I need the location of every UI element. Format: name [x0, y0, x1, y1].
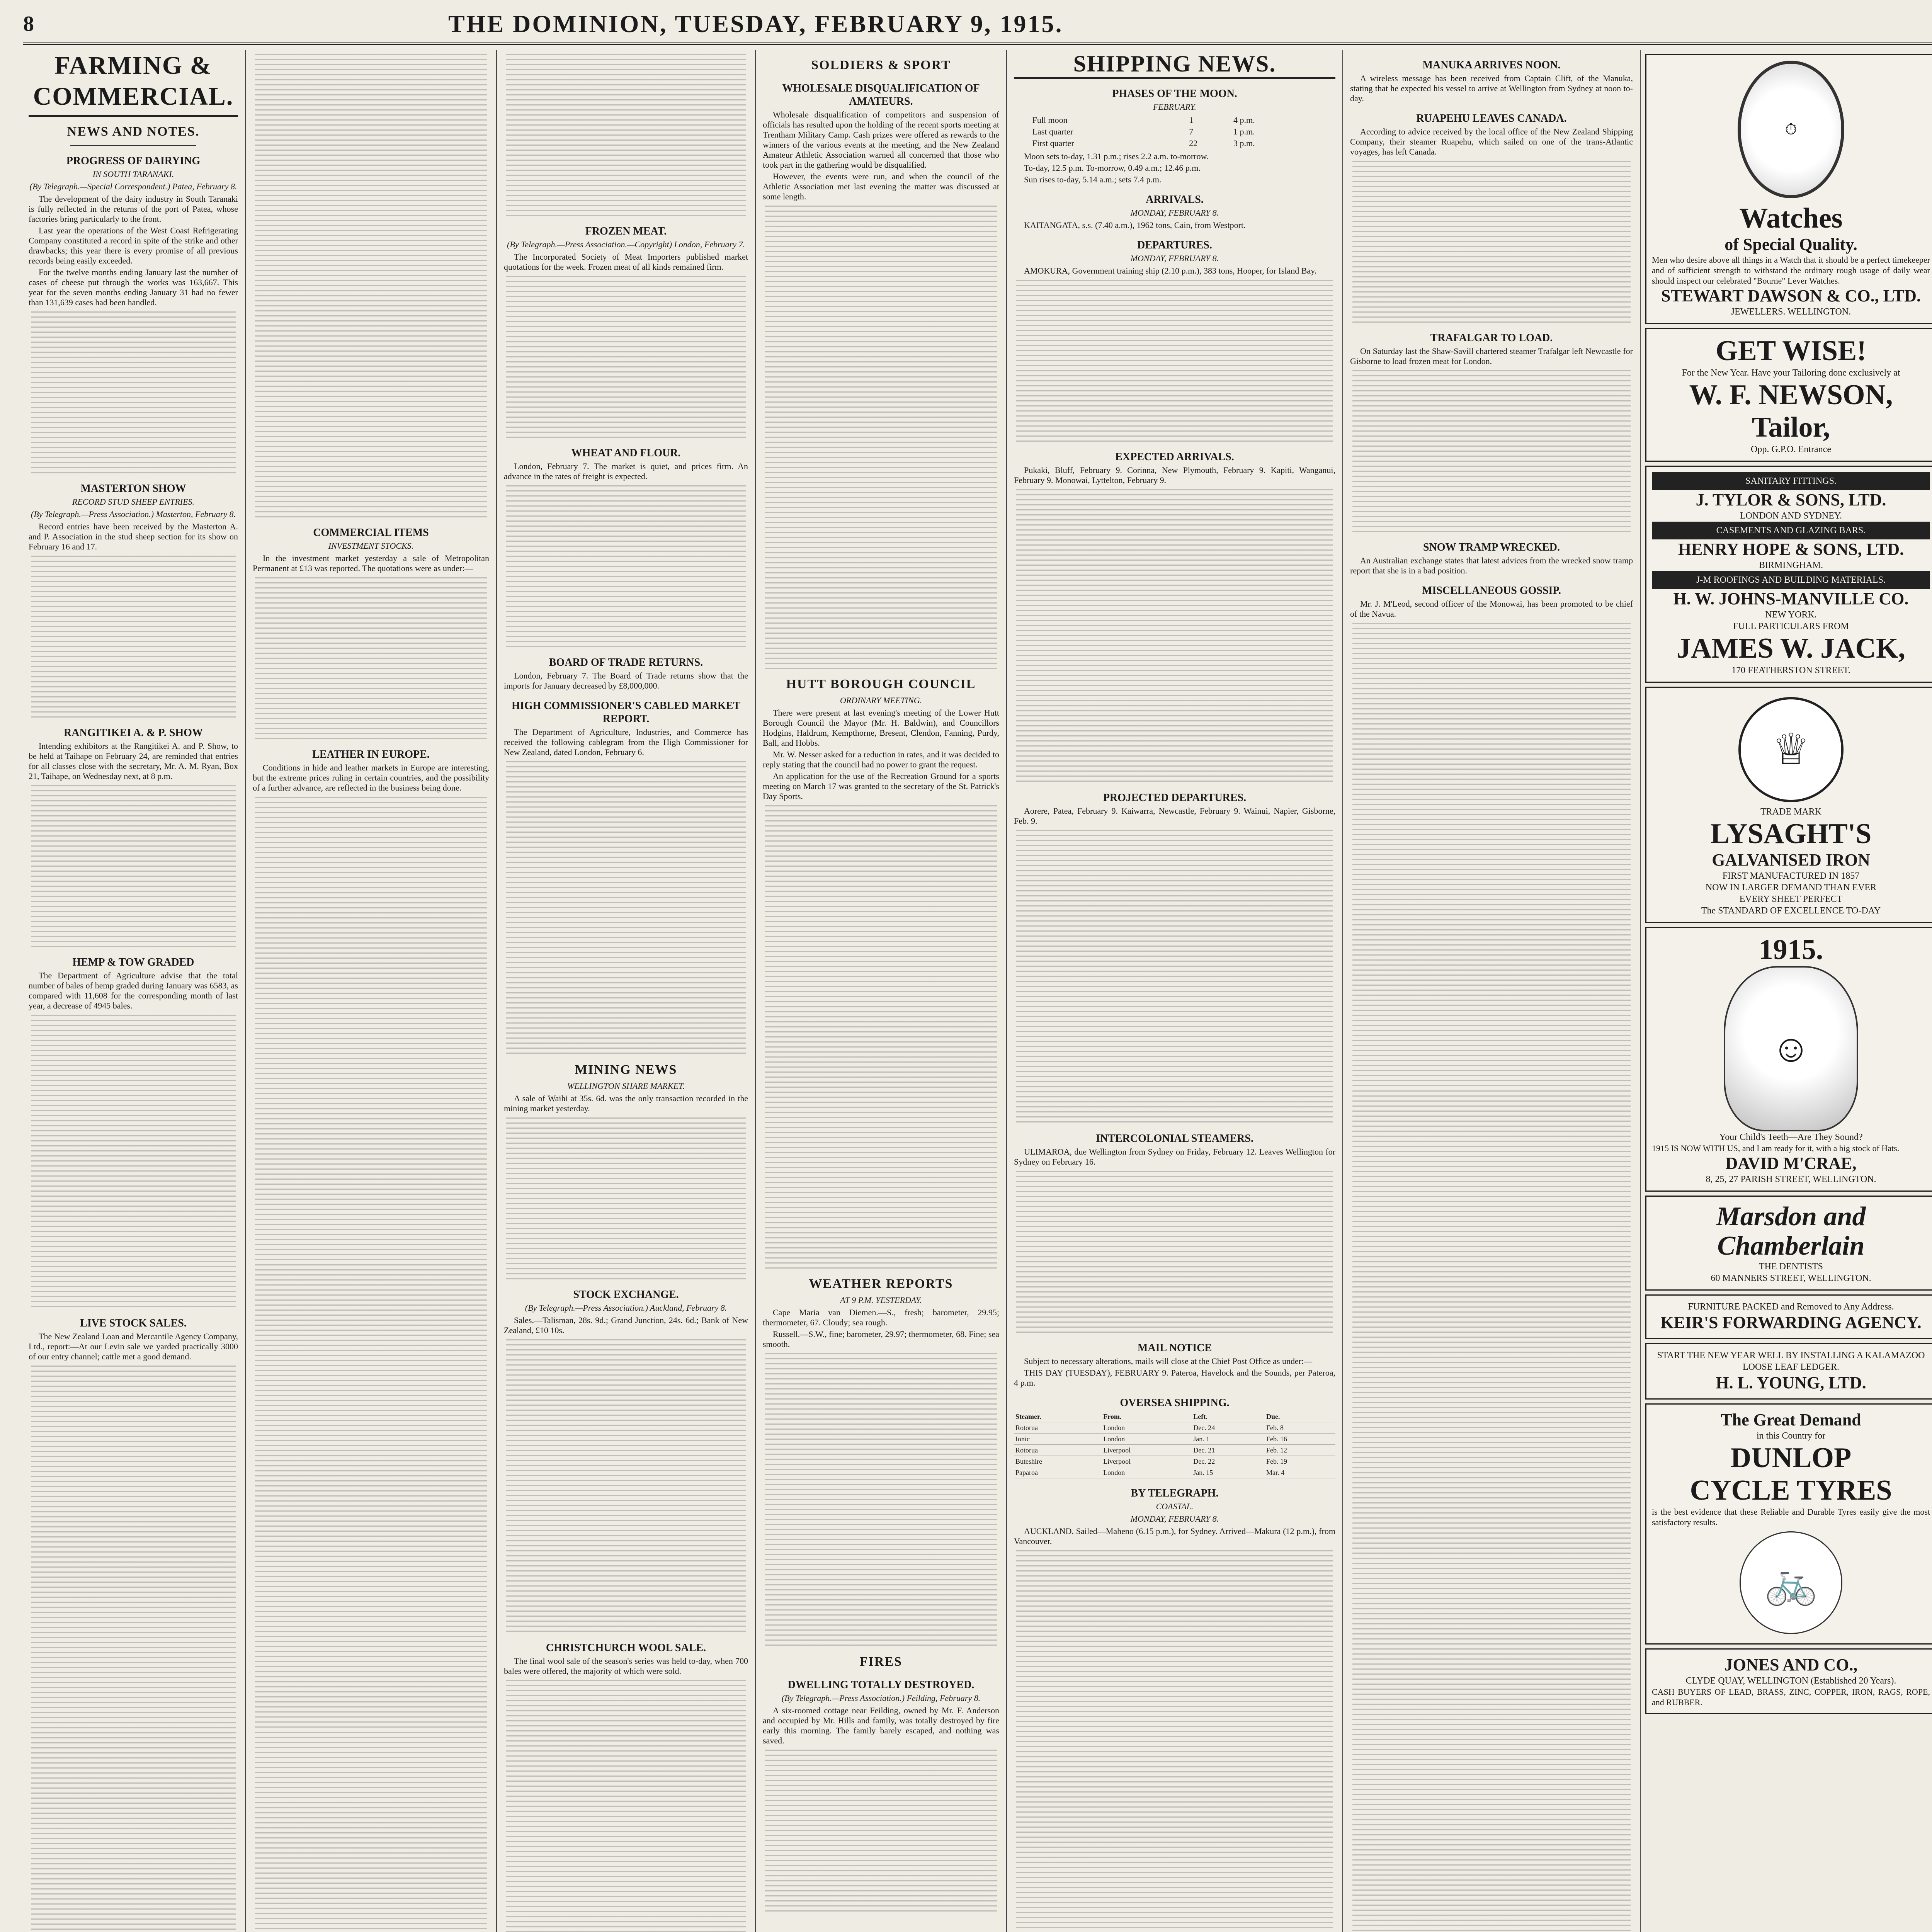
ruapehu-heading: RUAPEHU LEAVES CANADA. — [1416, 112, 1567, 124]
particulars-text: FULL PARTICULARS FROM — [1733, 621, 1849, 631]
watches-subtitle: of Special Quality. — [1725, 235, 1857, 254]
farming-column-2 — [247, 50, 495, 1932]
article-text-block — [31, 556, 236, 718]
departures-entry: AMOKURA, Government training ship (2.10 p.m.), 383 tons, Hooper, for Island Bay. — [1024, 266, 1317, 276]
moon-day: 22 — [1189, 138, 1198, 148]
article-text-block — [506, 485, 746, 648]
table-cell: London — [1102, 1422, 1192, 1434]
masterton-byline: (By Telegraph.—Press Association.) Masterton, February 8. — [31, 509, 236, 519]
demand-sub: in this Country for — [1757, 1431, 1825, 1441]
article-text-block — [1352, 623, 1631, 1087]
article-text-block — [1352, 1090, 1631, 1554]
article-text-block — [1352, 161, 1631, 323]
mining-heading: MINING NEWS — [575, 1063, 677, 1077]
shipping-news-column — [1345, 50, 1638, 1932]
intercolonial-entry: ULIMAROA, due Wellington from Sydney on Friday, February 12. Leaves Wellington for Sydney on February 16. — [1014, 1147, 1335, 1167]
moon-phase: First quarter — [1032, 138, 1074, 148]
article-text-block — [255, 1732, 487, 1932]
article-text-block — [765, 1353, 997, 1647]
trafalgar-heading: TRAFALGAR TO LOAD. — [1430, 332, 1553, 344]
oversea-heading: OVERSEA SHIPPING. — [1120, 1397, 1230, 1409]
table-cell: Feb. 19 — [1265, 1456, 1335, 1467]
jones-address: CLYDE QUAY, WELLINGTON (Established 20 Years). — [1685, 1676, 1896, 1686]
article-text-block — [506, 54, 746, 216]
masterton-subheading: RECORD STUD SHEEP ENTRIES. — [72, 497, 195, 507]
newspaper-title: THE DOMINION, TUESDAY, FEBRUARY 9, 1915. — [448, 10, 1063, 37]
advertisements-column — [1642, 50, 1932, 1932]
kalamazoo-text: START THE NEW YEAR WELL BY INSTALLING A KALAMAZOO LOOSE LEAF LEDGER. — [1657, 1350, 1925, 1372]
table-cell: Rotorua — [1014, 1445, 1102, 1456]
column-rule — [1640, 50, 1641, 1932]
table-row — [1014, 1422, 1335, 1434]
article-text-block — [31, 785, 236, 947]
mail-entry: THIS DAY (TUESDAY), FEBRUARY 9. Pateroa, Havelock and the Sounds, per Pateroa, 4 p.m. — [1014, 1368, 1335, 1388]
projected-heading: PROJECTED DEPARTURES. — [1103, 792, 1247, 804]
leather-heading: LEATHER IN EUROPE. — [312, 748, 430, 760]
fires-byline: (By Telegraph.—Press Association.) Feilding, February 8. — [781, 1693, 981, 1703]
article-paragraph: The Department of Agriculture advise that the total number of bales of hemp graded during January was 6583, as compared with 11,608 for the corresponding month of last year, a decrease of 4945 bales. — [29, 971, 238, 1010]
article-text-block — [255, 1264, 487, 1728]
sports-column — [757, 50, 1005, 1932]
james-jack-ad — [1645, 466, 1932, 683]
frozen-meat-byline: (By Telegraph.—Press Association.—Copyright) London, February 7. — [507, 240, 745, 249]
article-text-block — [765, 1750, 997, 1912]
tide-line: To-day, 12.5 p.m. To-morrow, 0.49 a.m.; 12.46 p.m. — [1024, 163, 1201, 173]
arrivals-entry: KAITANGATA, s.s. (7.40 a.m.), 1962 tons, Cain, from Westport. — [1024, 220, 1246, 230]
column-header: From. — [1102, 1411, 1192, 1422]
table-cell: Feb. 12 — [1265, 1445, 1335, 1456]
dunlop-name: DUNLOP — [1730, 1442, 1852, 1474]
article-text-block — [255, 797, 487, 1260]
article-paragraph: Sales.—Talisman, 28s. 9d.; Grand Junction, 24s. 6d.; Bank of New Zealand, £10 10s. — [504, 1315, 748, 1335]
departures-heading: DEPARTURES. — [1137, 239, 1212, 251]
trademark-label: TRADE MARK — [1760, 807, 1821, 817]
marsdon-dentists-ad — [1645, 1196, 1932, 1291]
section-banner: FARMING & COMMERCIAL. — [29, 50, 238, 117]
article-paragraph: A wireless message has been received from Captain Clift, of the Manuka, stating that he expected his vessel to arrive at Wellington from Sydney at noon to-day. — [1350, 73, 1633, 103]
coastal-entry: AUCKLAND. Sailed—Maheno (6.15 p.m.), for Sydney. Arrived—Makura (12 p.m.), from Vancouver. — [1014, 1526, 1335, 1546]
dunlop-text: is the best evidence that these Reliable and Durable Tyres easily give the most satisfactory results. — [1652, 1507, 1930, 1527]
article-paragraph: Mr. J. M'Leod, second officer of the Monowai, has been promoted to be chief of the Navua. — [1350, 599, 1633, 619]
masterton-heading: MASTERTON SHOW — [80, 483, 186, 495]
article-paragraph: Intending exhibitors at the Rangitikei A. and P. Show, to be held at Taihape on February 24, are reminded that entries for all classes close with the secretary, Mr. A. M. Ryan, Box 21, Taihape, on Wednesday next, at 8 p.m. — [29, 741, 238, 781]
projected-entry: Aorere, Patea, February 9. Kaiwarra, Newcastle, February 9. Wainui, Napier, Gisborne, Feb. 9. — [1014, 806, 1335, 826]
mining-subheading: WELLINGTON SHARE MARKET. — [567, 1081, 685, 1091]
mcrae-hats-ad — [1645, 927, 1932, 1192]
teeth-caption: Your Child's Teeth—Are They Sound? — [1719, 1132, 1863, 1142]
roofings-heading: J-M ROOFINGS AND BUILDING MATERIALS. — [1652, 571, 1930, 589]
mail-heading: MAIL NOTICE — [1137, 1342, 1212, 1354]
moon-time: 4 p.m. — [1233, 115, 1255, 125]
table-cell: Dec. 24 — [1192, 1422, 1265, 1434]
article-paragraph: On Saturday last the Shaw-Savill chartered steamer Trafalgar left Newcastle for Gisborne to load frozen meat for London. — [1350, 346, 1633, 366]
dairying-subheading: IN SOUTH TARANAKI. — [92, 169, 174, 179]
keirs-ad — [1645, 1294, 1932, 1339]
lysaght-line: The STANDARD OF EXCELLENCE TO-DAY — [1701, 906, 1881, 916]
table-cell: London — [1102, 1467, 1192, 1478]
shipping-column — [1009, 50, 1341, 1932]
keirs-name: KEIR'S FORWARDING AGENCY. — [1660, 1313, 1922, 1332]
sun-line: Sun rises to-day, 5.14 a.m.; sets 7.4 p.m. — [1024, 175, 1162, 184]
watches-ad — [1645, 54, 1932, 324]
weather-line: Russell.—S.W., fine; barometer, 29.97; thermometer, 68. Fine; sea smooth. — [763, 1329, 999, 1349]
article-text-block — [506, 276, 746, 438]
table-row — [1030, 126, 1320, 138]
weather-heading: WEATHER REPORTS — [809, 1277, 953, 1291]
johns-manville-name: H. W. JOHNS-MANVILLE CO. — [1673, 589, 1909, 608]
hope-name: HENRY HOPE & SONS, LTD. — [1678, 540, 1904, 559]
news-heading: NEWS AND NOTES. — [67, 124, 200, 139]
cyclist-icon: 🚲 — [1740, 1531, 1842, 1634]
table-cell: Mar. 4 — [1265, 1467, 1335, 1478]
column-header: Left. — [1192, 1411, 1265, 1422]
lysaght-line: NOW IN LARGER DEMAND THAN EVER — [1705, 883, 1877, 893]
column-rule — [755, 50, 756, 1932]
lady-illustration-icon: ☺ — [1724, 966, 1858, 1131]
intercolonial-heading: INTERCOLONIAL STEAMERS. — [1096, 1133, 1253, 1145]
page-number: 8 — [23, 12, 34, 36]
column-header: Steamer. — [1014, 1411, 1102, 1422]
wool-sale-heading: CHRISTCHURCH WOOL SALE. — [546, 1642, 706, 1654]
arrivals-heading: ARRIVALS. — [1146, 194, 1204, 206]
article-paragraph: The Incorporated Society of Meat Importers published market quotations for the week. Frozen meat of all kinds remained firm. — [504, 252, 748, 272]
article-paragraph: Record entries have been received by the Masterton A. and P. Association in the stud sheep section for its show on February 16 and 17. — [29, 522, 238, 551]
sports-subheading: WHOLESALE DISQUALIFICATION OF AMATEURS. — [782, 82, 980, 107]
column-header: Due. — [1265, 1411, 1335, 1422]
article-paragraph: According to advice received by the local office of the New Zealand Shipping Company, their steamer Ruapehu, which sailed on one of the trans-Atlantic voyages, has left Canada. — [1350, 127, 1633, 156]
article-text-block — [506, 1339, 746, 1633]
marsdon-name: Marsdon and Chamberlain — [1716, 1202, 1866, 1261]
arrivals-date: MONDAY, FEBRUARY 8. — [1130, 208, 1219, 218]
article-paragraph: Wholesale disqualification of competitors and suspension of officials has resulted upon the holding of the recent sports meeting at Trentham Military Camp. Cash prizes were offered as rewards to the winners of the various events at the meeting, and the New Zealand Amateur Athletic Association warned all concerned that those who took part in the gathering would be disqualified. — [763, 110, 999, 170]
table-cell: Paparoa — [1014, 1467, 1102, 1478]
james-jack-address: 170 FEATHERSTON STREET. — [1731, 665, 1850, 675]
table-row — [1014, 1467, 1335, 1478]
casements-heading: CASEMENTS AND GLAZING BARS. — [1652, 522, 1930, 539]
article-text-block — [1352, 370, 1631, 532]
moon-month: FEBRUARY. — [1153, 102, 1196, 112]
article-paragraph: A sale of Waihi at 35s. 6d. was the only transaction recorded in the mining market yesterday. — [504, 1094, 748, 1113]
jones-text: CASH BUYERS OF LEAD, BRASS, ZINC, COPPER, IRON, RAGS, ROPE, and RUBBER. — [1652, 1687, 1930, 1707]
coastal-date: MONDAY, FEBRUARY 8. — [1130, 1514, 1219, 1524]
table-cell: London — [1102, 1434, 1192, 1445]
hope-sub: BIRMINGHAM. — [1759, 560, 1823, 570]
pocket-watch-icon: ⏱ — [1738, 61, 1844, 198]
kalamazoo-ad — [1645, 1343, 1932, 1400]
dunlop-ad — [1645, 1403, 1932, 1645]
article-paragraph: The New Zealand Loan and Mercantile Agency Company, Ltd., report:—At our Levin sale we yarded practically 3000 of our entry channel; cattle met a good demand. — [29, 1332, 238, 1361]
article-text-block — [1016, 1550, 1333, 1932]
jones-ad — [1645, 1648, 1932, 1714]
farming-column-1 — [23, 50, 243, 1932]
newson-name: W. F. NEWSON, Tailor, — [1689, 379, 1893, 443]
newson-sub: Opp. G.P.O. Entrance — [1751, 444, 1831, 454]
manuka-heading: MANUKA ARRIVES NOON. — [1422, 59, 1561, 71]
stock-exchange-byline: (By Telegraph.—Press Association.) Auckland, February 8. — [525, 1303, 727, 1313]
table-row — [1030, 114, 1320, 126]
stewart-dawson-name: STEWART DAWSON & CO., LTD. — [1661, 286, 1921, 305]
jones-name: JONES AND CO., — [1724, 1655, 1858, 1674]
expected-heading: EXPECTED ARRIVALS. — [1115, 451, 1234, 463]
moon-heading: PHASES OF THE MOON. — [1112, 88, 1237, 100]
masthead — [23, 8, 1932, 45]
article-text-block — [31, 1833, 236, 1932]
table-cell: Jan. 15 — [1192, 1467, 1265, 1478]
cabled-report-heading: HIGH COMMISSIONER'S CABLED MARKET REPORT. — [512, 700, 740, 725]
moon-line: Moon sets to-day, 1.31 p.m.; rises 2.2 a.m. to-morrow. — [1024, 151, 1209, 161]
stock-exchange-heading: STOCK EXCHANGE. — [573, 1289, 679, 1301]
furniture-text: FURNITURE PACKED and Removed to Any Address. — [1688, 1302, 1894, 1312]
article-paragraph: Last year the operations of the West Coast Refrigerating Company constituted a record in spite of the strike and other drawbacks; this year there is every promise of all previous records being easily exceeded. — [29, 226, 238, 265]
article-paragraph: The Department of Agriculture, Industries, and Commerce has received the following cablegram from the High Commissioner for New Zealand, dated London, February 6. — [504, 727, 748, 757]
moon-day: 7 — [1189, 127, 1194, 136]
commercial-subheading: INVESTMENT STOCKS. — [328, 541, 414, 551]
article-text-block — [765, 206, 997, 669]
snow-tramp-heading: SNOW TRAMP WRECKED. — [1423, 541, 1560, 553]
table-row — [1014, 1434, 1335, 1445]
table-cell: Feb. 16 — [1265, 1434, 1335, 1445]
council-heading: HUTT BOROUGH COUNCIL — [786, 677, 976, 691]
council-subheading: ORDINARY MEETING. — [840, 696, 922, 705]
marsdon-address: 60 MANNERS STREET, WELLINGTON. — [1711, 1273, 1871, 1283]
table-cell: Liverpool — [1102, 1445, 1192, 1456]
mcrae-text: 1915 IS NOW WITH US, and I am ready for it, with a big stock of Hats. — [1652, 1143, 1900, 1153]
shipping-heading: SHIPPING NEWS. — [1014, 50, 1335, 79]
article-paragraph: An Australian exchange states that latest advices from the wrecked snow tramp report that she is in a bad position. — [1350, 556, 1633, 575]
article-paragraph: London, February 7. The market is quiet, and prices firm. An advance in the rates of freight is expected. — [504, 461, 748, 481]
table-row — [1030, 138, 1320, 149]
moon-time: 1 p.m. — [1233, 127, 1255, 136]
demand-heading: The Great Demand — [1721, 1410, 1861, 1429]
article-paragraph: Conditions in hide and leather markets in Europe are interesting, but the extreme prices ruling in certain countries, and the possibility of a further advance, are reflected in the business being done. — [253, 763, 489, 793]
table-cell: Liverpool — [1102, 1456, 1192, 1467]
column-rule — [1342, 50, 1343, 1932]
gossip-heading: MISCELLANEOUS GOSSIP. — [1422, 585, 1561, 597]
article-paragraph: For the twelve months ending January last the number of cases of cheese put through the works was 163,667. This year for the seven months ending January 31 had no fewer than 131,639 cases had been handled. — [29, 267, 238, 307]
article-text-block — [255, 54, 487, 518]
cycle-tyres: CYCLE TYRES — [1690, 1475, 1892, 1506]
lysaght-ad — [1645, 687, 1932, 923]
departures-date: MONDAY, FEBRUARY 8. — [1130, 253, 1219, 263]
tylor-name: J. TYLOR & SONS, LTD. — [1696, 490, 1886, 509]
article-paragraph: The final wool sale of the season's series was held to-day, when 700 bales were offered, the majority of which were sold. — [504, 1656, 748, 1676]
lysaght-name: LYSAGHT'S — [1710, 818, 1872, 850]
moon-time: 3 p.m. — [1233, 138, 1255, 148]
article-paragraph: An application for the use of the Recreation Ground for a sports meeting on March 17 was granted to the secretary of the St. Patrick's Day Sports. — [763, 771, 999, 801]
stock-quotation-table — [255, 577, 487, 740]
column-rule — [245, 50, 246, 1932]
johns-manville-sub: NEW YORK. — [1765, 610, 1817, 620]
get-wise-text: For the New Year. Have your Tailoring done exclusively at — [1682, 368, 1900, 378]
frozen-meat-heading: FROZEN MEAT. — [585, 225, 667, 237]
galvanised-iron: GALVANISED IRON — [1712, 850, 1870, 869]
markets-column — [498, 50, 753, 1932]
lysaght-line: EVERY SHEET PERFECT — [1739, 894, 1843, 904]
fires-subheading: DWELLING TOTALLY DESTROYED. — [787, 1679, 975, 1691]
table-cell: Jan. 1 — [1192, 1434, 1265, 1445]
rangitikei-heading: RANGITIKEI A. & P. SHOW — [64, 727, 203, 739]
article-text-block — [1016, 280, 1333, 442]
watches-text: Men who desire above all things in a Watch that it should be a perfect timekeeper and of sufficient strength to withstand the ordinary rough usage of daily wear should inspect our celebrated "Bourne" Lever Watches. — [1652, 255, 1930, 286]
table-row — [1014, 1456, 1335, 1467]
article-text-block — [1016, 489, 1333, 783]
newson-tailor-ad — [1645, 328, 1932, 462]
article-paragraph: The development of the dairy industry in South Taranaki is fully reflected in the returns of the port of Patea, whose factories bring particularly to the front. — [29, 194, 238, 224]
article-text-block — [506, 761, 746, 1055]
mcrae-name: DAVID M'CRAE, — [1725, 1154, 1857, 1173]
stewart-dawson-sub: JEWELLERS. WELLINGTON. — [1731, 307, 1851, 317]
wheat-heading: WHEAT AND FLOUR. — [571, 447, 681, 459]
expected-entry: Pukaki, Bluff, February 9. Corinna, New Plymouth, February 9. Kapiti, Wanganui, February 9. Monowai, Lyttelton, February 9. — [1014, 465, 1335, 485]
weather-subheading: AT 9 P.M. YESTERDAY. — [840, 1295, 922, 1305]
share-table — [506, 1117, 746, 1280]
mcrae-address: 8, 25, 27 PARISH STREET, WELLINGTON. — [1706, 1174, 1876, 1184]
livestock-heading: LIVE STOCK SALES. — [80, 1317, 187, 1329]
lysaght-line: FIRST MANUFACTURED IN 1857 — [1722, 871, 1860, 881]
year-heading: 1915. — [1759, 934, 1823, 966]
sanitary-heading: SANITARY FITTINGS. — [1652, 472, 1930, 490]
article-paragraph: There were present at last evening's meeting of the Lower Hutt Borough Council the Mayor (Mr. H. Baldwin), and Councillors Hodgins, Haldrum, Kempthorne, Bresent, Clendon, Fanning, Purdy, Ball, and Hobbs. — [763, 708, 999, 748]
hemp-heading: HEMP & TOW GRADED — [72, 956, 194, 968]
article-text-block — [506, 1680, 746, 1932]
moon-phase: Full moon — [1032, 115, 1068, 125]
article-text-block — [31, 311, 236, 474]
weather-line: Cape Maria van Diemen.—S., fresh; barometer, 29.95; thermometer, 67. Cloudy; sea rough. — [763, 1308, 999, 1327]
article-text-block — [31, 1015, 236, 1308]
moon-table — [1030, 114, 1320, 149]
table-cell: Dec. 21 — [1192, 1445, 1265, 1456]
article-text-block — [31, 1366, 236, 1829]
column-rule — [1006, 50, 1007, 1932]
telegraph-heading: BY TELEGRAPH. — [1131, 1487, 1219, 1499]
moon-phase: Last quarter — [1032, 127, 1073, 136]
young-name: H. L. YOUNG, LTD. — [1716, 1373, 1866, 1392]
commercial-heading: COMMERCIAL ITEMS — [313, 527, 429, 539]
coastal-heading: COASTAL. — [1156, 1502, 1194, 1511]
dairying-byline: (By Telegraph.—Special Correspondent.) Patea, February 8. — [29, 182, 237, 191]
article-paragraph: Mr. W. Nesser asked for a reduction in rates, and it was decided to reply stating that the council had no power to grant the request. — [763, 750, 999, 769]
sports-heading: SOLDIERS & SPORT — [811, 58, 951, 72]
table-header-row — [1014, 1411, 1335, 1422]
divider — [70, 145, 196, 146]
james-jack-name: JAMES W. JACK, — [1676, 633, 1906, 664]
article-paragraph: A six-roomed cottage near Feilding, owned by Mr. F. Anderson and occupied by Mr. Hills and family, was totally destroyed by fire early this morning. The family barely escaped, and nothing was saved. — [763, 1706, 999, 1745]
article-text-block — [1352, 1558, 1631, 1932]
table-cell: Feb. 8 — [1265, 1422, 1335, 1434]
mail-entry: Subject to necessary alterations, mails will close at the Chief Post Office as under:— — [1024, 1356, 1313, 1366]
get-wise-heading: GET WISE! — [1715, 335, 1867, 367]
table-cell: Buteshire — [1014, 1456, 1102, 1467]
marsdon-sub: THE DENTISTS — [1759, 1262, 1823, 1272]
trade-returns-heading: BOARD OF TRADE RETURNS. — [549, 656, 703, 668]
dairying-heading: PROGRESS OF DAIRYING — [66, 155, 201, 167]
oversea-table — [1014, 1411, 1335, 1478]
table-cell: Ionic — [1014, 1434, 1102, 1445]
table-cell: Rotorua — [1014, 1422, 1102, 1434]
article-paragraph: London, February 7. The Board of Trade returns show that the imports for January decreased by £8,000,000. — [504, 671, 748, 690]
crown-trademark-icon: ♕ — [1738, 697, 1844, 802]
article-paragraph: In the investment market yesterday a sale of Metropolitan Permanent at £13 was reported. The quotations were as under:— — [253, 553, 489, 573]
tylor-sub: LONDON AND SYDNEY. — [1740, 511, 1842, 521]
table-cell: Dec. 22 — [1192, 1456, 1265, 1467]
article-paragraph: However, the events were run, and when the council of the Athletic Association met last evening the matter was discussed at some length. — [763, 172, 999, 201]
moon-day: 1 — [1189, 115, 1194, 125]
article-text-block — [1016, 1171, 1333, 1333]
article-text-block — [1016, 830, 1333, 1124]
column-rule — [496, 50, 497, 1932]
fires-heading: FIRES — [859, 1655, 903, 1669]
table-row — [1014, 1445, 1335, 1456]
watches-title: Watches — [1739, 202, 1843, 234]
article-text-block — [765, 805, 997, 1269]
